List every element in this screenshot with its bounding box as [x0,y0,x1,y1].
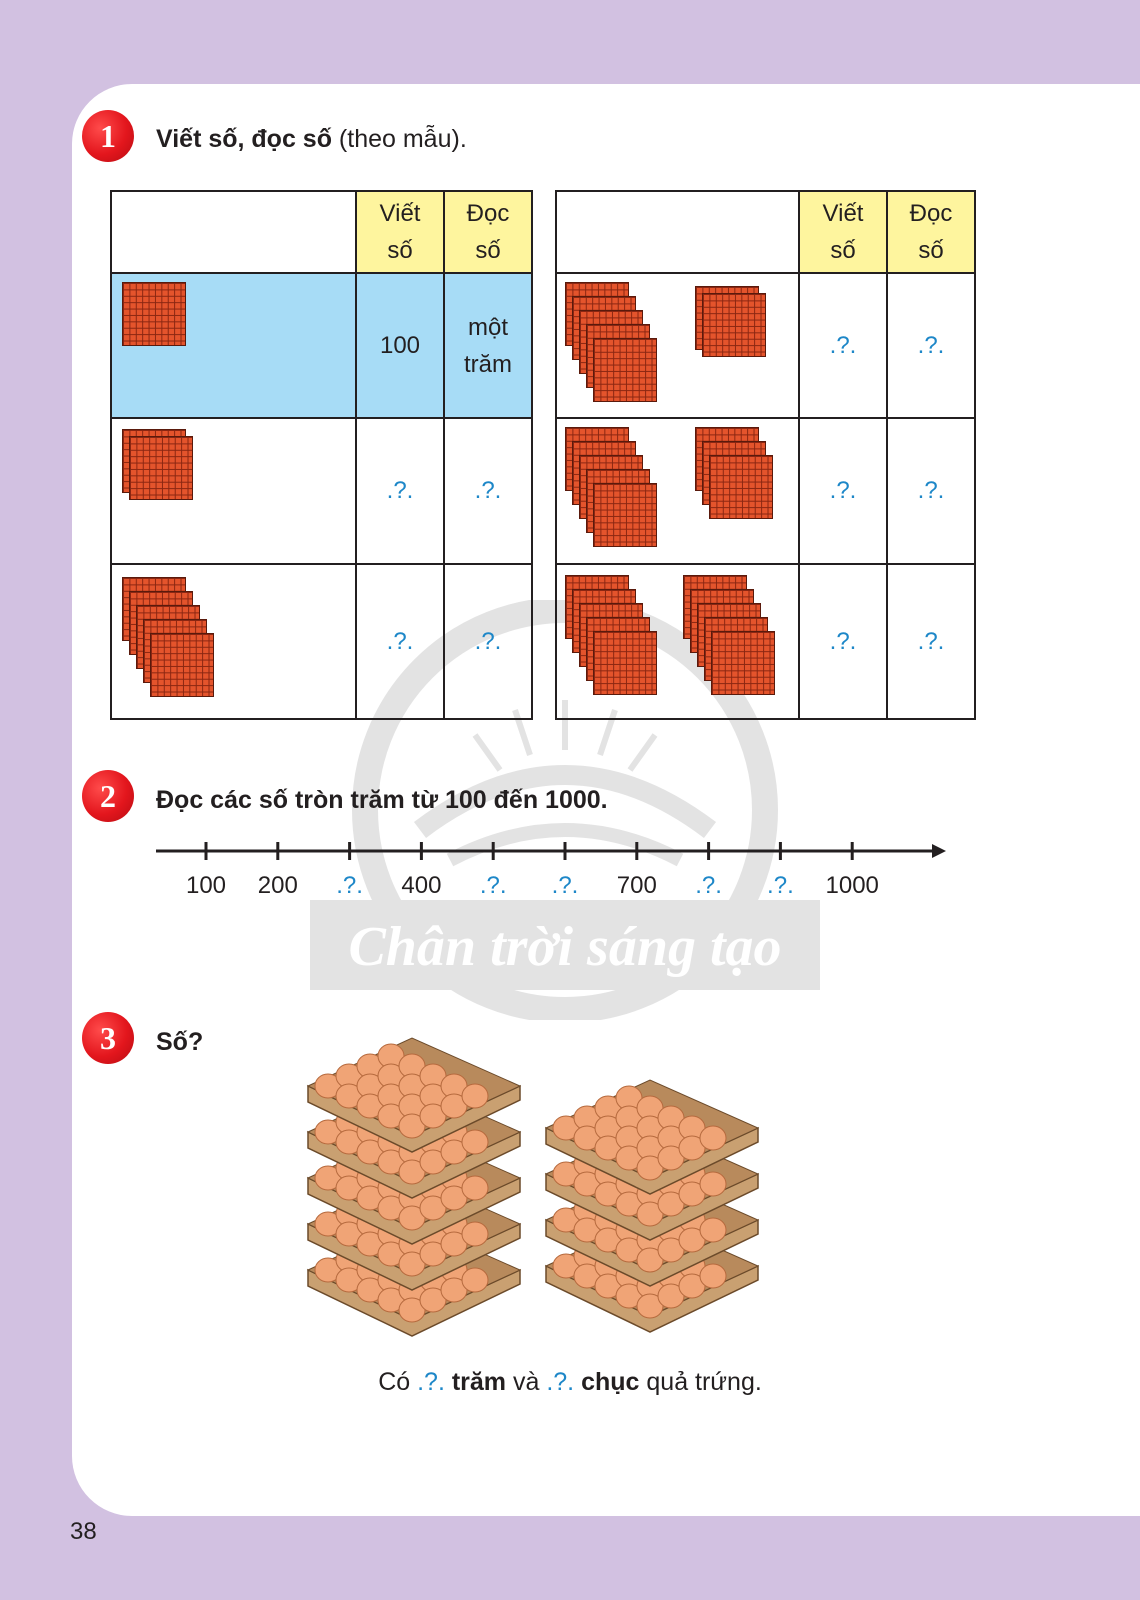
header-read: Đọc số [887,191,975,273]
hundred-block [702,293,766,357]
answer-blank[interactable]: .?. [799,273,887,418]
number-line-blank[interactable]: .?. [336,872,363,899]
hundred-block [122,282,186,346]
exercise-1-title-rest: (theo mẫu). [331,125,467,153]
answer-blank[interactable]: .?. [356,564,444,719]
exercise-1-badge: 1 [82,110,134,162]
page-number: 38 [70,1518,97,1545]
exercise-3-sentence: Có .?. trăm và .?. chục quả trứng. [378,1368,762,1396]
sample-number: 100 [356,273,444,418]
number-line [156,838,956,868]
blocks-500 [111,564,356,719]
hundred-block [593,483,657,547]
answer-blank-hundreds[interactable]: .?. [417,1368,445,1396]
number-line-blank[interactable]: .?. [695,872,722,899]
sample-words: một trăm [444,273,532,418]
answer-blank[interactable]: .?. [887,273,975,418]
answer-blank[interactable]: .?. [799,418,887,564]
watermark-text: Chân trời sáng tạo [348,916,782,978]
egg [462,1130,488,1154]
exercise-1-table-left [110,190,533,720]
header-write: Viết số [356,191,444,273]
blocks-200 [111,418,356,564]
answer-blank[interactable]: .?. [887,564,975,719]
hundred-block [709,455,773,519]
answer-blank[interactable]: .?. [356,418,444,564]
hundred-block [593,338,657,402]
number-line-label: 400 [401,872,442,899]
exercise-1-table-right [555,190,976,720]
egg-tray-stack-4 [538,1060,768,1340]
hundred-block [150,633,214,697]
header-blank [111,191,356,273]
number-line-label: 100 [185,872,227,899]
number-line-label: 700 [616,872,657,899]
hundred-block [711,631,775,695]
egg [462,1084,488,1108]
exercise-3-badge: 3 [82,1012,134,1064]
hundred-block [129,436,193,500]
egg [700,1218,726,1242]
hundred-block [593,631,657,695]
egg [700,1172,726,1196]
header-blank [556,191,799,273]
egg [700,1264,726,1288]
blocks-1000 [556,564,799,719]
header-read: Đọc số [444,191,532,273]
answer-blank[interactable]: .?. [444,418,532,564]
egg [462,1222,488,1246]
egg [462,1268,488,1292]
answer-blank[interactable]: .?. [444,564,532,719]
number-line-label: 1000 [825,872,879,899]
exercise-3-title: Số? [156,1028,204,1056]
egg [700,1126,726,1150]
answer-blank[interactable]: .?. [799,564,887,719]
blocks-100 [111,273,356,418]
egg-tray-stack-5 [300,1018,530,1338]
number-line-blank[interactable]: .?. [767,872,794,899]
arrow-head-icon [932,844,946,858]
exercise-1-title [156,125,467,154]
blocks-700 [556,273,799,418]
header-write: Viết số [799,191,887,273]
exercise-1-title-bold: Viết số, đọc số [156,125,332,153]
egg [462,1176,488,1200]
exercise-2-title: Đọc các số tròn trăm từ 100 đến 1000. [156,786,608,814]
exercise-2-badge: 2 [82,770,134,822]
number-line-blank[interactable]: .?. [479,872,507,899]
number-line-blank[interactable]: .?. [551,872,579,899]
number-line-label: 200 [257,872,298,899]
blocks-800 [556,418,799,564]
answer-blank-tens[interactable]: .?. [546,1368,575,1396]
answer-blank[interactable]: .?. [887,418,975,564]
